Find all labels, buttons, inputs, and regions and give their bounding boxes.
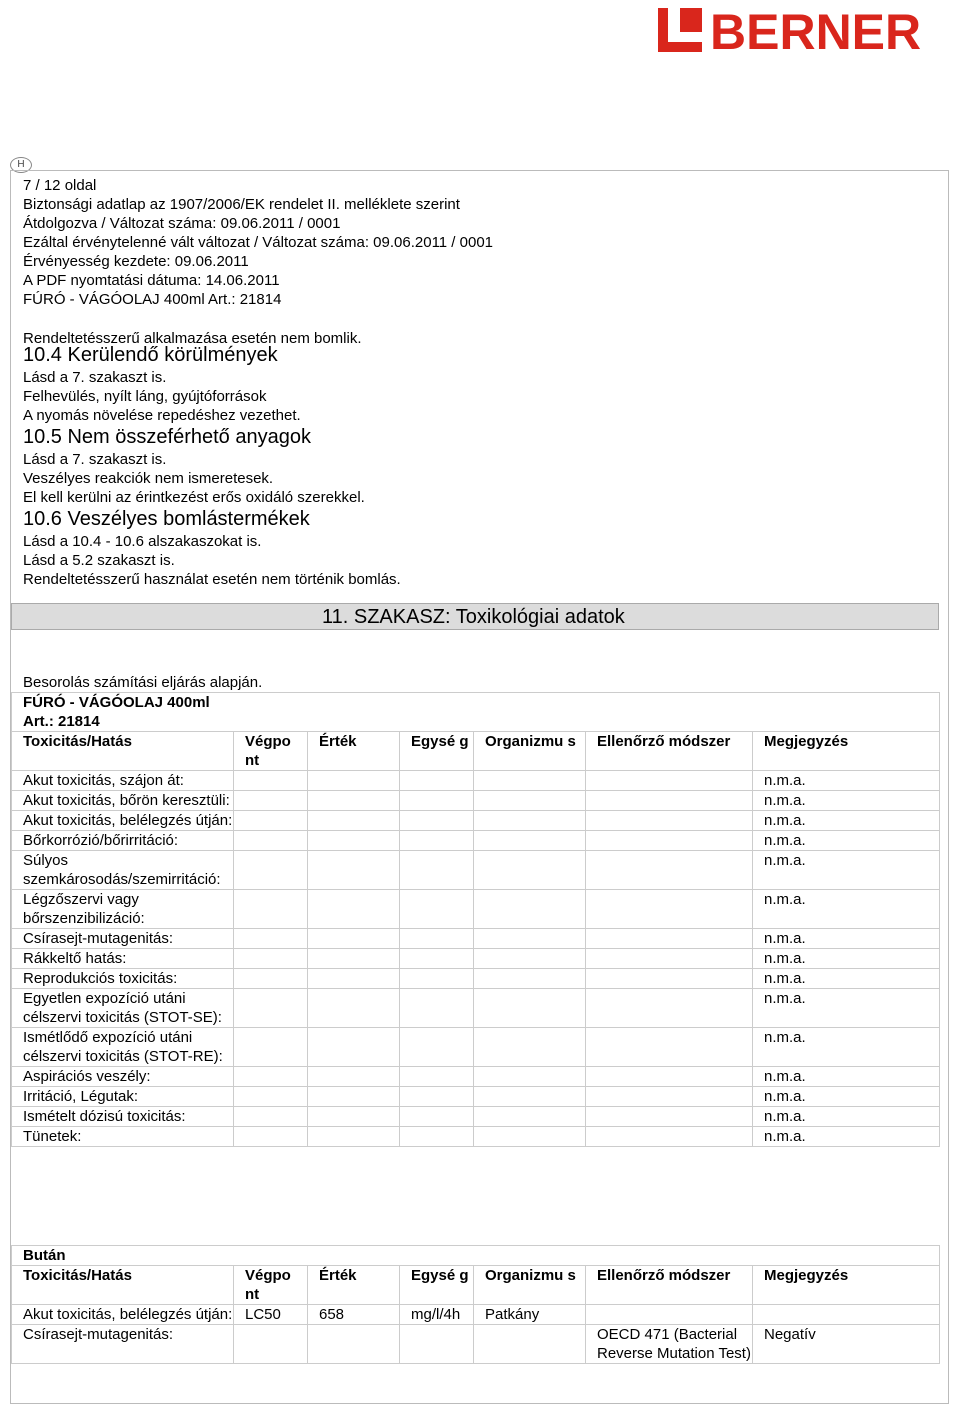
effect-cell: Súlyos szemkárosodás/szemirritáció: bbox=[12, 851, 234, 890]
effect-cell: Reprodukciós toxicitás: bbox=[12, 969, 234, 989]
column-header: Megjegyzés bbox=[753, 1266, 940, 1305]
empty-cell bbox=[474, 890, 586, 929]
method-cell: OECD 471 (Bacterial Reverse Mutation Test) bbox=[586, 1325, 753, 1364]
product-title: FÚRÓ - VÁGÓOLAJ 400ml bbox=[23, 694, 210, 711]
svg-text:BERNER: BERNER bbox=[710, 4, 922, 52]
header-line: A PDF nyomtatási dátuma: 14.06.2011 bbox=[23, 272, 280, 289]
empty-cell bbox=[586, 969, 753, 989]
empty-cell bbox=[474, 1067, 586, 1087]
column-header: Egysé g bbox=[400, 1266, 474, 1305]
empty-cell bbox=[586, 851, 753, 890]
empty-cell bbox=[586, 811, 753, 831]
table-row bbox=[12, 851, 940, 890]
header-line: Biztonsági adatlap az 1907/2006/EK rendelet II. melléklete szerint bbox=[23, 196, 460, 213]
header-line: Ezáltal érvénytelenné vált változat / Változat száma: 09.06.2011 / 0001 bbox=[23, 234, 494, 251]
subsection-heading: 10.5 Nem összeférhető anyagok bbox=[23, 426, 311, 448]
substance-name: Bután bbox=[12, 1246, 940, 1266]
remark-cell: n.m.a. bbox=[753, 771, 940, 791]
empty-cell bbox=[474, 831, 586, 851]
empty-cell bbox=[308, 949, 400, 969]
empty-cell bbox=[308, 929, 400, 949]
berner-logo-mark bbox=[658, 4, 958, 52]
value-cell bbox=[308, 1325, 400, 1364]
empty-cell bbox=[234, 989, 308, 1028]
empty-cell bbox=[586, 949, 753, 969]
organism-cell: Patkány bbox=[474, 1305, 586, 1325]
empty-cell bbox=[400, 989, 474, 1028]
effect-cell: Tünetek: bbox=[12, 1127, 234, 1147]
table-header-row bbox=[12, 1266, 940, 1305]
column-header: Érték bbox=[308, 1266, 400, 1305]
remark-cell: n.m.a. bbox=[753, 890, 940, 929]
column-header: Toxicitás/Hatás bbox=[12, 732, 234, 771]
empty-cell bbox=[308, 1127, 400, 1147]
empty-cell bbox=[474, 1107, 586, 1127]
table-row bbox=[12, 969, 940, 989]
column-header: Érték bbox=[308, 732, 400, 771]
empty-cell bbox=[308, 989, 400, 1028]
column-header: Organizmu s bbox=[474, 732, 586, 771]
empty-cell bbox=[400, 771, 474, 791]
empty-cell bbox=[308, 831, 400, 851]
page-number: 7 / 12 oldal bbox=[23, 177, 97, 194]
remark-cell: n.m.a. bbox=[753, 1127, 940, 1147]
empty-cell bbox=[474, 791, 586, 811]
empty-cell bbox=[234, 1067, 308, 1087]
column-header: Organizmu s bbox=[474, 1266, 586, 1305]
classification-basis: Besorolás számítási eljárás alapján. bbox=[23, 674, 263, 691]
empty-cell bbox=[474, 1127, 586, 1147]
empty-cell bbox=[474, 929, 586, 949]
column-header: Egysé g bbox=[400, 732, 474, 771]
column-header: Végpo nt bbox=[234, 732, 308, 771]
empty-cell bbox=[234, 949, 308, 969]
value-cell: 658 bbox=[308, 1305, 400, 1325]
table-row bbox=[12, 949, 940, 969]
paragraph: Lásd a 10.4 - 10.6 alszakaszokat is. bbox=[23, 533, 262, 550]
table-header-row bbox=[12, 732, 940, 771]
empty-cell bbox=[234, 791, 308, 811]
empty-cell bbox=[308, 811, 400, 831]
empty-cell bbox=[234, 1127, 308, 1147]
effect-cell: Légzőszervi vagy bőrszenzibilizáció: bbox=[12, 890, 234, 929]
remark-cell: n.m.a. bbox=[753, 989, 940, 1028]
effect-cell: Akut toxicitás, belélegzés útján: bbox=[12, 1305, 234, 1325]
effect-cell: Rákkeltő hatás: bbox=[12, 949, 234, 969]
empty-cell bbox=[586, 890, 753, 929]
empty-cell bbox=[308, 1067, 400, 1087]
header-line: Érvényesség kezdete: 09.06.2011 bbox=[23, 253, 249, 270]
empty-cell bbox=[308, 969, 400, 989]
empty-cell bbox=[474, 969, 586, 989]
method-cell bbox=[586, 1305, 753, 1325]
empty-cell bbox=[400, 1127, 474, 1147]
table-row bbox=[12, 1087, 940, 1107]
empty-cell bbox=[586, 1127, 753, 1147]
empty-cell bbox=[234, 771, 308, 791]
section-11-bar bbox=[11, 603, 939, 630]
empty-cell bbox=[308, 791, 400, 811]
paragraph: Rendeltetésszerű alkalmazása esetén nem bomlik. bbox=[23, 330, 362, 347]
column-header: Ellenőrző módszer bbox=[586, 1266, 753, 1305]
column-header: Végpo nt bbox=[234, 1266, 308, 1305]
empty-cell bbox=[400, 969, 474, 989]
empty-cell bbox=[234, 1087, 308, 1107]
empty-cell bbox=[234, 851, 308, 890]
effect-cell: Irritáció, Légutak: bbox=[12, 1087, 234, 1107]
empty-cell bbox=[400, 791, 474, 811]
paragraph: Felhevülés, nyílt láng, gyújtóforrások bbox=[23, 388, 267, 405]
remark-cell: n.m.a. bbox=[753, 1067, 940, 1087]
product-name bbox=[12, 693, 940, 732]
empty-cell bbox=[474, 851, 586, 890]
empty-cell bbox=[586, 791, 753, 811]
table-row bbox=[12, 771, 940, 791]
table-row bbox=[12, 929, 940, 949]
paragraph: Lásd a 7. szakaszt is. bbox=[23, 451, 167, 468]
empty-cell bbox=[308, 1087, 400, 1107]
table-row bbox=[12, 811, 940, 831]
table-row bbox=[12, 1028, 940, 1067]
empty-cell bbox=[400, 1028, 474, 1067]
empty-cell bbox=[474, 771, 586, 791]
empty-cell bbox=[308, 890, 400, 929]
table-row bbox=[12, 1107, 940, 1127]
empty-cell bbox=[400, 949, 474, 969]
berner-logo bbox=[658, 4, 958, 52]
empty-cell bbox=[474, 1087, 586, 1107]
remark-cell: n.m.a. bbox=[753, 811, 940, 831]
tox-table-product bbox=[11, 692, 940, 1147]
remark-cell: Negatív bbox=[753, 1325, 940, 1364]
empty-cell bbox=[474, 811, 586, 831]
subsection-heading: 10.6 Veszélyes bomlástermékek bbox=[23, 508, 310, 530]
empty-cell bbox=[586, 1028, 753, 1067]
remark-cell: n.m.a. bbox=[753, 831, 940, 851]
empty-cell bbox=[308, 771, 400, 791]
paragraph: Rendeltetésszerű használat esetén nem történik bomlás. bbox=[23, 571, 401, 588]
empty-cell bbox=[586, 831, 753, 851]
empty-cell bbox=[234, 929, 308, 949]
empty-cell bbox=[400, 851, 474, 890]
language-badge: H bbox=[10, 157, 32, 173]
effect-cell: Akut toxicitás, bőrön keresztüli: bbox=[12, 791, 234, 811]
empty-cell bbox=[586, 771, 753, 791]
effect-cell: Csírasejt-mutagenitás: bbox=[12, 929, 234, 949]
empty-cell bbox=[234, 811, 308, 831]
empty-cell bbox=[586, 1107, 753, 1127]
empty-cell bbox=[234, 1107, 308, 1127]
table-row bbox=[12, 890, 940, 929]
effect-cell: Akut toxicitás, belélegzés útján: bbox=[12, 811, 234, 831]
column-header: Ellenőrző módszer bbox=[586, 732, 753, 771]
remark-cell: n.m.a. bbox=[753, 1087, 940, 1107]
paragraph: El kell kerülni az érintkezést erős oxidáló szerekkel. bbox=[23, 489, 365, 506]
empty-cell bbox=[308, 1107, 400, 1127]
empty-cell bbox=[308, 851, 400, 890]
empty-cell bbox=[586, 1067, 753, 1087]
tox-rows bbox=[12, 1305, 940, 1364]
paragraph: Veszélyes reakciók nem ismeretesek. bbox=[23, 470, 274, 487]
empty-cell bbox=[400, 890, 474, 929]
endpoint-cell: LC50 bbox=[234, 1305, 308, 1325]
paragraph: A nyomás növelése repedéshez vezethet. bbox=[23, 407, 301, 424]
empty-cell bbox=[400, 1107, 474, 1127]
empty-cell bbox=[586, 929, 753, 949]
empty-cell bbox=[234, 890, 308, 929]
empty-cell bbox=[234, 969, 308, 989]
remark-cell: n.m.a. bbox=[753, 1028, 940, 1067]
empty-cell bbox=[308, 1028, 400, 1067]
endpoint-cell bbox=[234, 1325, 308, 1364]
table-row bbox=[12, 791, 940, 811]
effect-cell: Ismétlődő expozíció utáni célszervi toxicitás (STOT-RE): bbox=[12, 1028, 234, 1067]
effect-cell: Egyetlen expozíció utáni célszervi toxicitás (STOT-SE): bbox=[12, 989, 234, 1028]
remark-cell: n.m.a. bbox=[753, 1107, 940, 1127]
remark-cell: n.m.a. bbox=[753, 929, 940, 949]
empty-cell bbox=[400, 811, 474, 831]
empty-cell bbox=[400, 1087, 474, 1107]
effect-cell: Aspirációs veszély: bbox=[12, 1067, 234, 1087]
table-row bbox=[12, 1325, 940, 1364]
article-number: Art.: 21814 bbox=[23, 713, 100, 730]
section-title: 11. SZAKASZ: Toxikológiai adatok bbox=[322, 606, 625, 628]
tox-rows bbox=[12, 771, 940, 1147]
paragraph: Lásd a 7. szakaszt is. bbox=[23, 369, 167, 386]
subsection-heading: 10.4 Kerülendő körülmények bbox=[23, 344, 278, 366]
remark-cell: n.m.a. bbox=[753, 949, 940, 969]
remark-cell: n.m.a. bbox=[753, 791, 940, 811]
organism-cell bbox=[474, 1325, 586, 1364]
remark-cell: n.m.a. bbox=[753, 851, 940, 890]
column-header: Megjegyzés bbox=[753, 732, 940, 771]
effect-cell: Csírasejt-mutagenitás: bbox=[12, 1325, 234, 1364]
table-row bbox=[12, 1067, 940, 1087]
empty-cell bbox=[586, 989, 753, 1028]
header-line: Átdolgozva / Változat száma: 09.06.2011 / 0001 bbox=[23, 215, 341, 232]
table-row bbox=[12, 1305, 940, 1325]
empty-cell bbox=[474, 1028, 586, 1067]
table-row bbox=[12, 1127, 940, 1147]
tox-table-butane bbox=[11, 1245, 940, 1364]
table-row bbox=[12, 831, 940, 851]
paragraph: Lásd a 5.2 szakaszt is. bbox=[23, 552, 175, 569]
empty-cell bbox=[474, 949, 586, 969]
remark-cell bbox=[753, 1305, 940, 1325]
header-line: FÚRÓ - VÁGÓOLAJ 400ml Art.: 21814 bbox=[23, 291, 282, 308]
effect-cell: Akut toxicitás, szájon át: bbox=[12, 771, 234, 791]
unit-cell: mg/l/4h bbox=[400, 1305, 474, 1325]
empty-cell bbox=[586, 1087, 753, 1107]
empty-cell bbox=[474, 989, 586, 1028]
empty-cell bbox=[234, 831, 308, 851]
column-header: Toxicitás/Hatás bbox=[12, 1266, 234, 1305]
effect-cell: Bőrkorrózió/bőrirritáció: bbox=[12, 831, 234, 851]
unit-cell bbox=[400, 1325, 474, 1364]
empty-cell bbox=[234, 1028, 308, 1067]
remark-cell: n.m.a. bbox=[753, 969, 940, 989]
table-row bbox=[12, 989, 940, 1028]
empty-cell bbox=[400, 831, 474, 851]
empty-cell bbox=[400, 1067, 474, 1087]
effect-cell: Ismételt dózisú toxicitás: bbox=[12, 1107, 234, 1127]
empty-cell bbox=[400, 929, 474, 949]
